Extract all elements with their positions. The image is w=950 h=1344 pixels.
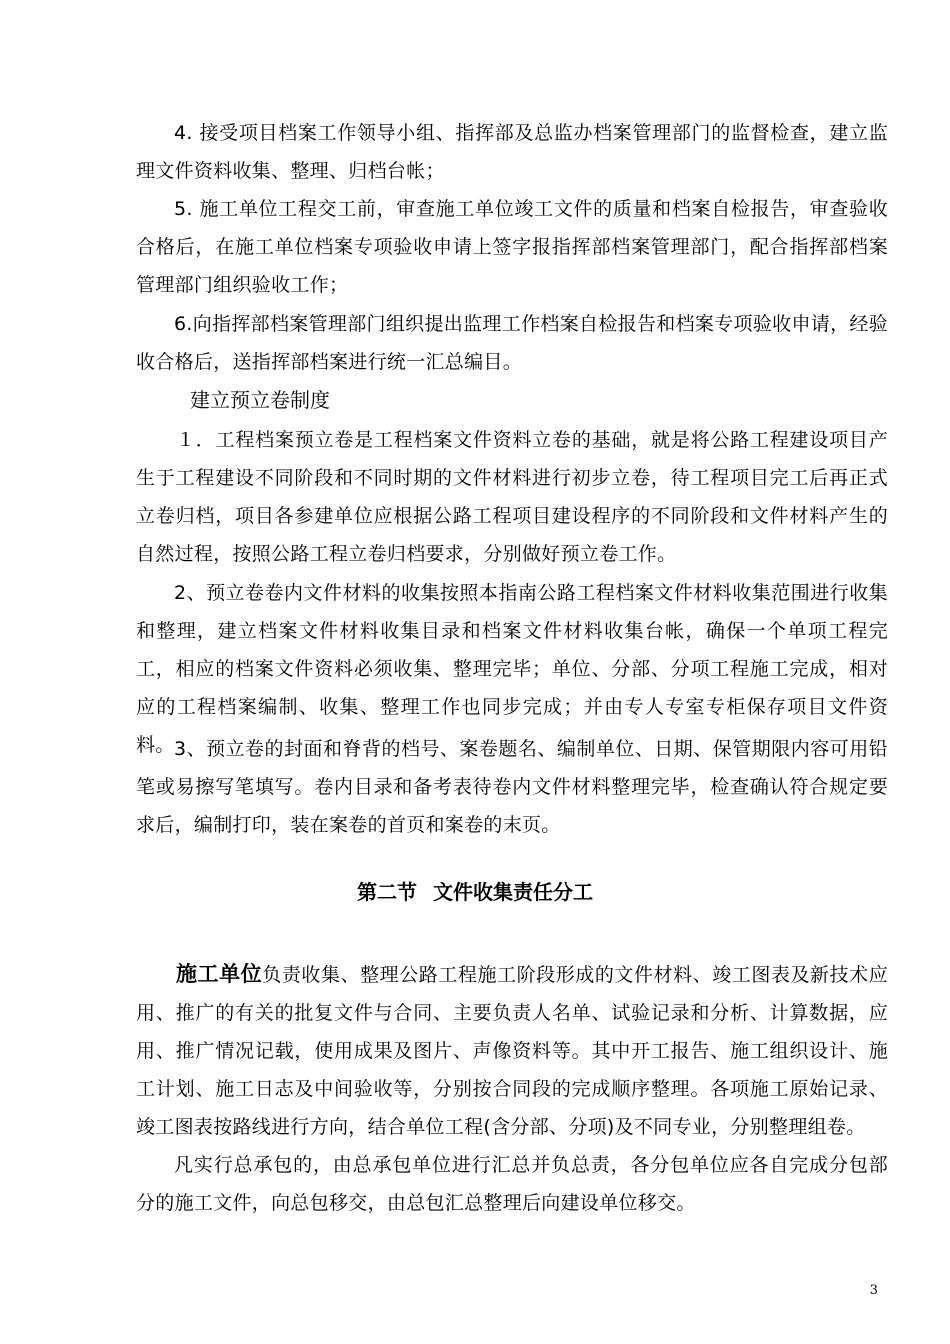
section-title xyxy=(0,873,950,911)
item-5-paragraph: 5. 施工单位工程交工前，审查施工单位竣工文件的质量和档案自检报告，审查验收合格后，在施工单位档案专项验收申请上签字报指挥部档案管理部门，配合指挥部档案管理部门组织验收工作； xyxy=(136,198,888,296)
construction-unit-paragraph xyxy=(136,955,888,1146)
general-contract-paragraph: 凡实行总承包的，由总承包单位进行汇总并负总责，各分包单位应各自完成分包部分的施工文件，向总包移交，由总包汇总整理后向建设单位移交。 xyxy=(136,1154,888,1214)
preroll-paragraph-2: 2、预立卷卷内文件材料的收集按照本指南公路工程档案文件材料收集范围进行收集和整理，建立档案文件材料收集目录和档案文件材料收集台帐，确保一个单项工程完工，相应的档案文件资料必须收集、整理完毕；单位、分部、分项工程施工完成，相对应的工程档案编制、收集、整理工作也同步完成；并由专人专室专柜保存项目文件资料。 xyxy=(136,582,888,756)
construction-unit-text: 负责收集、整理公路工程施工阶段形成的文件材料、竣工图表及新技术应用、推广的有关的批复文件与合同、主要负责人名单、试验记录和分析、计算数据，应用、推广情况记载，使用成果及图片、声像资料等。其中开工报告、施工组织设计、施工计划、施工日志及中间验收等，分别按合同段的完成顺序整理。各项施工原始记录、竣工图表按路线进行方向，结合单位工程(含分部、分项)及不同专业，分别整理组卷。 xyxy=(136,964,888,1138)
preroll-subheading: 建立预立卷制度 xyxy=(190,388,330,412)
section-number: 第二节 xyxy=(357,880,417,904)
page-number: 3 xyxy=(869,1283,878,1298)
preroll-paragraph-1: １．工程档案预立卷是工程档案文件资料立卷的基础，就是将公路工程建设项目产生于工程建设不同阶段和不同时期的文件材料进行初步立卷，待工程项目完工后再正式立卷归档，项目各参建单位应根据公路工程项目建设程序的不同阶段和文件材料产生的自然过程，按照公路工程立卷归档要求，分别做好预立卷工作。 xyxy=(136,429,888,565)
item-6-paragraph: 6.向指挥部档案管理部门组织提出监理工作档案自检报告和档案专项验收申请，经验收合格后，送指挥部档案进行统一汇总编目。 xyxy=(136,313,888,373)
construction-unit-lead: 施工单位 xyxy=(176,962,263,986)
section-heading: 文件收集责任分工 xyxy=(433,880,593,904)
preroll-paragraph-3: 3、预立卷的封面和脊背的档号、案卷题名、编制单位、日期、保管期限内容可用铅笔或易擦写笔填写。卷内目录和备考表待卷内文件材料整理完毕，检查确认符合规定要求后，编制打印，装在案卷的首页和案卷的末页。 xyxy=(136,738,888,836)
item-4-paragraph: 4. 接受项目档案工作领导小组、指挥部及总监办档案管理部门的监督检查，建立监理文件资料收集、整理、归档台帐； xyxy=(136,122,888,182)
